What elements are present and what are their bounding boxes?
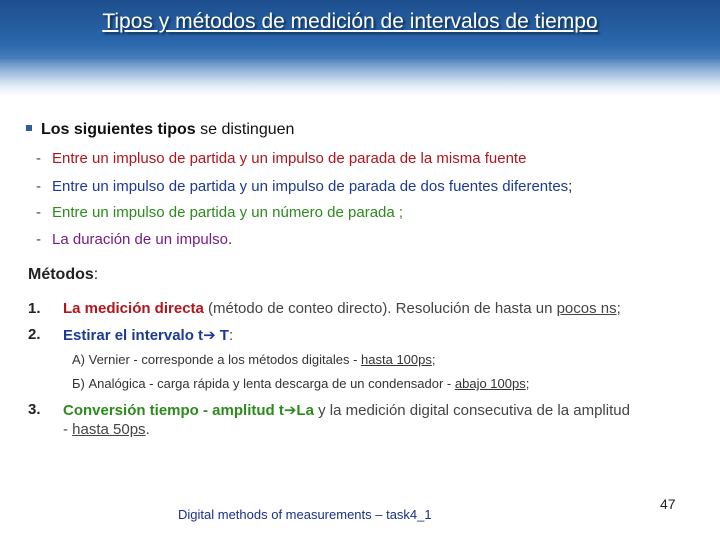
method-3-line2: - hasta 50ps. <box>63 421 150 438</box>
method-number: 3. <box>28 401 41 418</box>
item-text: Entre un impluso de partida y un impulso de parada de la misma fuente <box>52 150 527 167</box>
arrow-right-icon: ➔ <box>203 327 216 344</box>
method-number: 2. <box>28 326 41 343</box>
item-text: Entre un impulso de partida y un impulso de parada de dos fuentes diferentes <box>52 178 569 195</box>
arrow-right-icon: ➔ <box>283 402 297 419</box>
method-2-sub-b: Б) Analógica - carga rápida y lenta descarga de un condensador - abajo 100ps; <box>72 376 530 391</box>
methods-heading: Métodos: <box>28 266 99 283</box>
intro-bold: Los siguientes tipos <box>41 121 196 138</box>
slide-title: Tipos y métodos de medición de intervalos de tiempo <box>102 10 598 33</box>
page-number: 47 <box>660 496 676 512</box>
list-item: - Entre un impulso de partida y un impulso de parada de dos fuentes diferentes; <box>36 178 573 195</box>
intro-bullet <box>26 121 294 139</box>
item-text: Entre un impulso de partida y un número de parada ; <box>52 204 404 221</box>
method-2: Estirar el intervalo t➔ T: <box>63 327 234 344</box>
method-3: Conversión tiempo - amplitud t➔La y la medición digital consecutiva de la amplitud <box>63 402 630 419</box>
list-item: - Entre un impulso de partida y un número de parada ; <box>36 204 404 221</box>
method-number: 1. <box>28 300 41 317</box>
intro-rest: se distinguen <box>195 121 295 138</box>
method-1: La medición directa (método de conteo directo). Resolución de hasta un pocos ns; <box>63 300 621 317</box>
list-item: - Entre un impluso de partida y un impulso de parada de la misma fuente <box>36 150 527 167</box>
method-2-sub-a: A) Vernier - corresponde a los métodos digitales - hasta 100ps; <box>72 352 436 367</box>
item-text: La duración de un impulso <box>52 231 228 248</box>
list-item: - La duración de un impulso. <box>36 231 233 248</box>
square-bullet-icon <box>26 125 32 131</box>
footer-text: Digital methods of measurements – task4_1 <box>178 507 432 522</box>
